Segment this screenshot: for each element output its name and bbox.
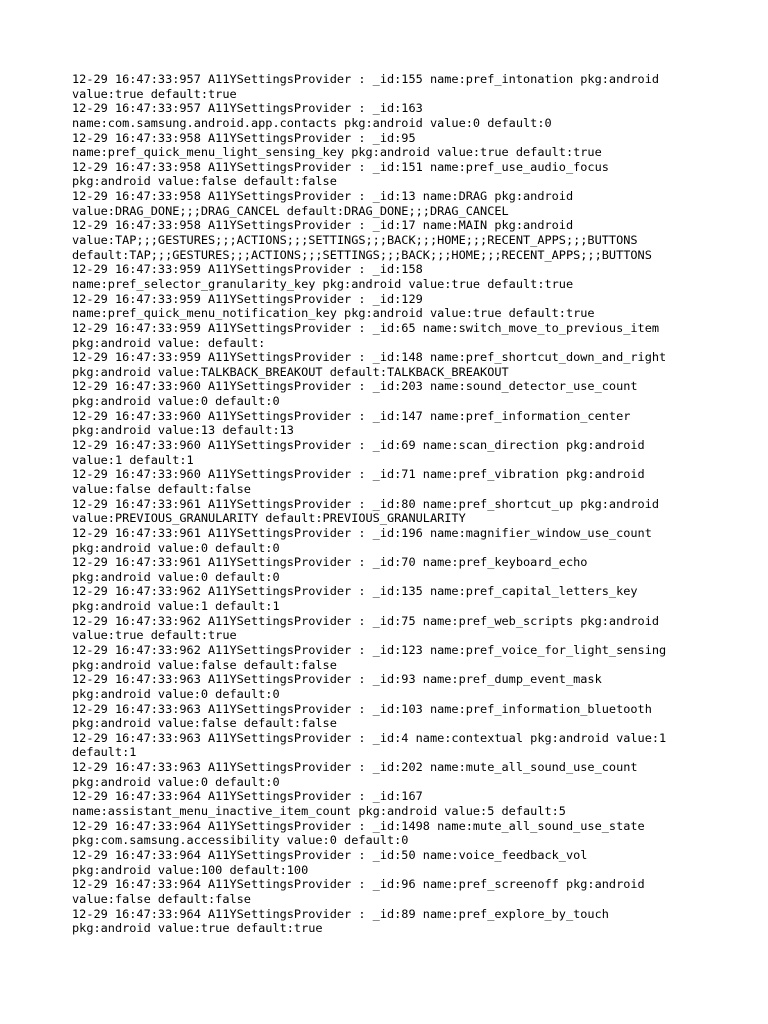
log-line: pkg:com.samsung.accessibility value:0 default:0 [72,833,409,848]
log-line: 12-29 16:47:33:959 A11YSettingsProvider : _id:129 [72,291,423,306]
log-line: name:pref_quick_menu_light_sensing_key pkg:android value:true default:true [72,145,602,160]
log-line: pkg:android value:100 default:100 [72,862,309,877]
log-line: 12-29 16:47:33:958 A11YSettingsProvider : _id:17 name:MAIN pkg:android [72,218,574,233]
log-line: 12-29 16:47:33:959 A11YSettingsProvider : _id:158 [72,262,423,277]
log-line: 12-29 16:47:33:964 A11YSettingsProvider : _id:1498 name:mute_all_sound_use_state [72,818,645,833]
log-line: 12-29 16:47:33:958 A11YSettingsProvider : _id:13 name:DRAG pkg:android [72,189,574,204]
log-line: value:DRAG_DONE;;;DRAG_CANCEL default:DRAG_DONE;;;DRAG_CANCEL [72,203,509,218]
log-line: pkg:android value:true default:true [72,921,323,936]
log-line: 12-29 16:47:33:961 A11YSettingsProvider : _id:80 name:pref_shortcut_up pkg:android [72,496,660,511]
log-line: 12-29 16:47:33:959 A11YSettingsProvider : _id:65 name:switch_move_to_previous_item [72,320,660,335]
log-line: 12-29 16:47:33:962 A11YSettingsProvider : _id:123 name:pref_voice_for_light_sensing [72,642,667,657]
log-line: pkg:android value:1 default:1 [72,599,280,614]
log-line: 12-29 16:47:33:962 A11YSettingsProvider : _id:75 name:pref_web_scripts pkg:android [72,613,660,628]
log-line: pkg:android value:0 default:0 [72,569,280,584]
log-line: pkg:android value:false default:false [72,716,337,731]
log-line: 12-29 16:47:33:959 A11YSettingsProvider : _id:148 name:pref_shortcut_down_and_right [72,350,667,365]
log-line: name:pref_quick_menu_notification_key pkg:android value:true default:true [72,306,595,321]
log-line: pkg:android value:0 default:0 [72,686,280,701]
log-line: 12-29 16:47:33:964 A11YSettingsProvider : _id:167 [72,789,423,804]
log-line: 12-29 16:47:33:963 A11YSettingsProvider : _id:202 name:mute_all_sound_use_count [72,760,638,775]
log-line: 12-29 16:47:33:960 A11YSettingsProvider : _id:71 name:pref_vibration pkg:android [72,467,645,482]
log-line: 12-29 16:47:33:964 A11YSettingsProvider : _id:89 name:pref_explore_by_touch [72,906,609,921]
log-line: pkg:android value:0 default:0 [72,540,280,555]
log-line: 12-29 16:47:33:960 A11YSettingsProvider : _id:203 name:sound_detector_use_count [72,379,638,394]
log-text-block [72,72,722,936]
log-line: value:1 default:1 [72,452,194,467]
log-line: value:false default:false [72,481,251,496]
log-line: pkg:android value:false default:false [72,174,337,189]
log-line: 12-29 16:47:33:964 A11YSettingsProvider : _id:50 name:voice_feedback_vol [72,847,588,862]
log-line: value:TAP;;;GESTURES;;;ACTIONS;;;SETTINGS;;;BACK;;;HOME;;;RECENT_APPS;;;BUTTONS [72,233,638,248]
log-line: name:assistant_menu_inactive_item_count pkg:android value:5 default:5 [72,804,566,819]
log-line: value:false default:false [72,891,251,906]
log-line: name:pref_selector_granularity_key pkg:android value:true default:true [72,276,574,291]
log-line: 12-29 16:47:33:961 A11YSettingsProvider : _id:70 name:pref_keyboard_echo [72,555,588,570]
log-line: 12-29 16:47:33:964 A11YSettingsProvider : _id:96 name:pref_screenoff pkg:android [72,877,645,892]
log-line: 12-29 16:47:33:963 A11YSettingsProvider : _id:93 name:pref_dump_event_mask [72,672,602,687]
log-line: 12-29 16:47:33:960 A11YSettingsProvider : _id:147 name:pref_information_center [72,408,631,423]
log-line: pkg:android value:TALKBACK_BREAKOUT default:TALKBACK_BREAKOUT [72,364,509,379]
log-line: 12-29 16:47:33:957 A11YSettingsProvider : _id:163 [72,101,423,116]
log-line: pkg:android value:13 default:13 [72,423,294,438]
log-line: 12-29 16:47:33:962 A11YSettingsProvider : _id:135 name:pref_capital_letters_key [72,584,638,599]
log-line: pkg:android value:false default:false [72,657,337,672]
log-line: pkg:android value:0 default:0 [72,774,280,789]
log-line: 12-29 16:47:33:961 A11YSettingsProvider : _id:196 name:magnifier_window_use_count [72,525,652,540]
log-line: 12-29 16:47:33:960 A11YSettingsProvider : _id:69 name:scan_direction pkg:android [72,438,645,453]
log-line: 12-29 16:47:33:958 A11YSettingsProvider : _id:95 [72,130,416,145]
log-line: name:com.samsung.android.app.contacts pkg:android value:0 default:0 [72,115,552,130]
log-line: value:PREVIOUS_GRANULARITY default:PREVIOUS_GRANULARITY [72,511,466,526]
log-line: pkg:android value: default: [72,335,266,350]
log-line: default:1 [72,745,137,760]
log-line: 12-29 16:47:33:958 A11YSettingsProvider : _id:151 name:pref_use_audio_focus [72,159,609,174]
log-line: value:true default:true [72,628,237,643]
log-line: 12-29 16:47:33:957 A11YSettingsProvider : _id:155 name:pref_intonation pkg:android [72,72,660,86]
log-line: default:TAP;;;GESTURES;;;ACTIONS;;;SETTINGS;;;BACK;;;HOME;;;RECENT_APPS;;;BUTTONS [72,247,652,262]
log-line: pkg:android value:0 default:0 [72,394,280,409]
log-line: 12-29 16:47:33:963 A11YSettingsProvider : _id:103 name:pref_information_bluetooth [72,701,652,716]
log-line: 12-29 16:47:33:963 A11YSettingsProvider : _id:4 name:contextual pkg:android value:1 [72,730,667,745]
log-line: value:true default:true [72,86,237,101]
